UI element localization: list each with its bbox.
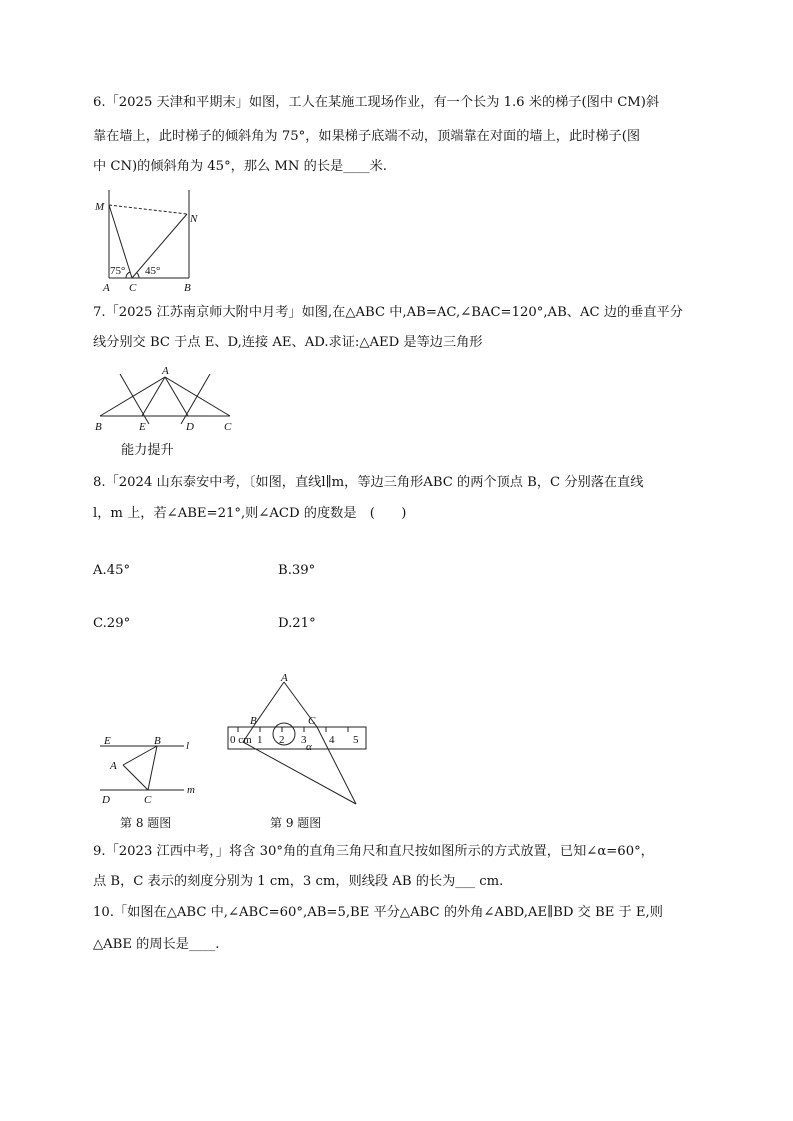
q9-triangle-lower-right	[317, 727, 356, 804]
q7-line2: 线分别交 BC 于点 E、D,连接 AE、AD.求证:△AED 是等边三角形	[93, 335, 483, 350]
q7-segment-ad	[165, 377, 188, 416]
q9-triangle-side-ab	[253, 682, 284, 727]
q6-line1: 6.「2025 天津和平期末」如图，工人在某施工现场作业，有一个长为 1.6 米的梯子(图中 CM)斜	[93, 95, 660, 110]
q9-label-alpha: α	[306, 741, 312, 753]
q8-side-ac	[123, 765, 148, 790]
q8-line2: l，m 上，若∠ABE=21°,则∠ACD 的度数是 ( )	[93, 506, 407, 521]
q7-label-e: E	[139, 421, 146, 433]
q6-label-c: C	[129, 282, 137, 294]
q9-triangle-hypotenuse	[243, 742, 356, 804]
q6-label-n: N	[190, 213, 198, 225]
q7-label-d: D	[186, 421, 194, 433]
q7-line1: 7.「2025 江苏南京师大附中月考」如图,在△ABC 中,AB=AC,∠BAC=120°,AB、AC 边的垂直平分	[93, 305, 683, 320]
q8-label-a: A	[110, 760, 117, 772]
q8-option-a: A.45°	[93, 563, 131, 578]
q9-ruler-label-0: 0 cm	[230, 734, 252, 746]
q8-label-m: m	[187, 784, 195, 796]
q8-label-d: D	[102, 794, 110, 806]
q6-segment-mn	[109, 205, 187, 214]
q7-label-a: A	[162, 365, 169, 377]
q9-label-a: A	[281, 672, 288, 684]
q8-label-l: l	[186, 740, 190, 752]
q8-label-b: B	[154, 735, 161, 747]
q7-figure	[92, 364, 242, 434]
q8-option-b: B.39°	[278, 563, 316, 578]
q6-angle-75: 75°	[110, 265, 126, 277]
q9-ruler-label-3: 3	[301, 734, 307, 746]
q9-figure	[224, 670, 374, 810]
q6-label-b: B	[184, 282, 191, 294]
q8-side-bc	[148, 746, 157, 790]
q9-label-c: C	[308, 715, 316, 727]
q8-label-e: E	[104, 735, 111, 747]
q6-line2: 靠在墙上，此时梯子的倾斜角为 75°，如果梯子底端不动，顶端靠在对面的墙上，此时梯子(图	[93, 129, 641, 144]
q9-ruler-label-5: 5	[353, 734, 359, 746]
q8-figure-caption: 第 8 题图	[120, 816, 172, 830]
q10-line1: 10.「如图在△ABC 中,∠ABC=60°,AB=5,BE 平分△ABC 的外角∠ABD,AE∥BD 交 BE 于 E,则	[93, 905, 663, 920]
q10-line2: △ABE 的周长是____.	[93, 937, 220, 952]
q6-angle-arc-2	[137, 273, 139, 278]
q6-figure	[92, 188, 232, 298]
q9-figure-caption: 第 9 题图	[270, 816, 322, 830]
q8-line1: 8.「2024 山东泰安中考，〔如图，直线l∥m，等边三角形ABC 的两个顶点 B，C 分别落在直线	[93, 475, 644, 490]
q8-option-d: D.21°	[278, 616, 316, 631]
q8-option-c: C.29°	[93, 616, 131, 631]
q9-ruler-label-4: 4	[329, 734, 335, 746]
q7-label-b: B	[95, 421, 102, 433]
q6-label-m: M	[95, 201, 105, 213]
q7-label-c: C	[224, 421, 232, 433]
q9-line1: 9.「2023 江西中考，」将含 30°角的直角三角尺和直尺按如图所示的方式放置，已知∠α=60°，	[93, 844, 654, 859]
q7-segment-ae	[142, 377, 165, 416]
q9-ruler-label-1: 1	[257, 734, 263, 746]
q8-label-c: C	[144, 794, 152, 806]
q6-angle-arc	[126, 272, 130, 278]
section-heading: 能力提升	[121, 443, 174, 458]
q8-side-ab	[123, 746, 157, 765]
q9-line2: 点 B，C 表示的刻度分别为 1 cm，3 cm，则线段 AB 的长为___ cm.	[93, 874, 504, 889]
q6-label-a: A	[103, 282, 110, 294]
q6-angle-45: 45°	[145, 265, 161, 277]
q8-figure	[98, 734, 218, 809]
q9-ruler-label-2: 2	[279, 734, 285, 746]
q6-line3: 中 CN)的倾斜角为 45°，那么 MN 的长是____米.	[93, 159, 387, 174]
q9-label-b: B	[250, 715, 257, 727]
